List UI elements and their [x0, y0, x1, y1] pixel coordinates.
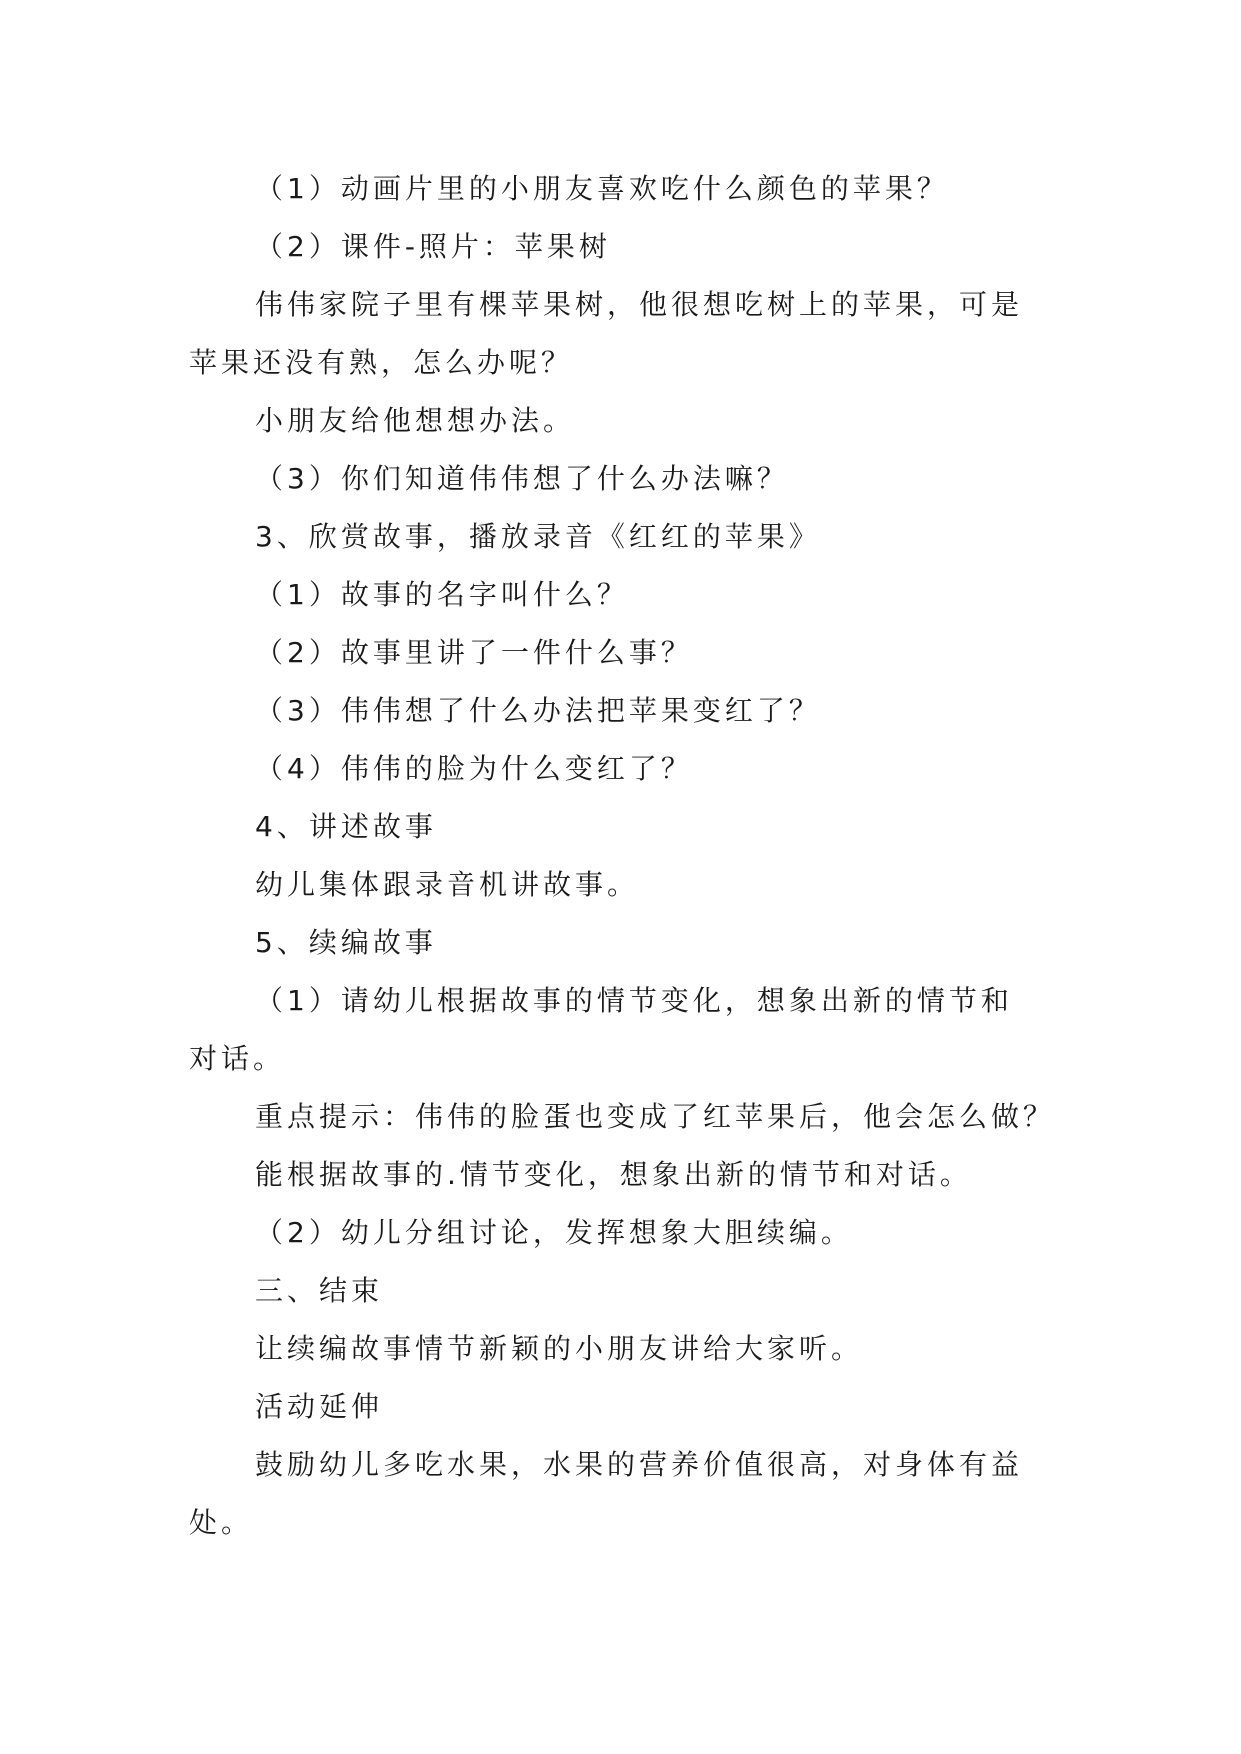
- paragraph-line: 鼓励幼儿多吃水果，水果的营养价值很高，对身体有益: [255, 1448, 1024, 1481]
- question-line: （1）故事的名字叫什么？: [255, 578, 629, 611]
- section-heading-end: 三、结束: [255, 1274, 384, 1307]
- paragraph-continuation-line: 处。: [189, 1506, 254, 1539]
- question-line-1: （1）动画片里的小朋友喜欢吃什么颜色的苹果？: [255, 172, 949, 205]
- paragraph-line: （2）幼儿分组讨论，发挥想象大胆续编。: [255, 1216, 853, 1249]
- question-line-2: （2）课件-照片：苹果树: [255, 230, 611, 263]
- section-heading-extension: 活动延伸: [255, 1390, 384, 1423]
- section-heading-4: 4、讲述故事: [255, 810, 437, 843]
- question-line-3: （3）你们知道伟伟想了什么办法嘛？: [255, 462, 789, 495]
- paragraph-line: 让续编故事情节新颖的小朋友讲给大家听。: [255, 1332, 864, 1365]
- paragraph-line: 能根据故事的.情节变化，想象出新的情节和对话。: [255, 1158, 972, 1191]
- section-heading-5: 5、续编故事: [255, 926, 437, 959]
- paragraph-line: （1）请幼儿根据故事的情节变化，想象出新的情节和: [255, 984, 1013, 1017]
- question-line: （4）伟伟的脸为什么变红了？: [255, 752, 693, 785]
- question-line: （2）故事里讲了一件什么事？: [255, 636, 693, 669]
- text-column: [189, 160, 1054, 1552]
- paragraph-continuation-line: 苹果还没有熟，怎么办呢？: [189, 346, 574, 379]
- key-point-line: 重点提示：伟伟的脸蛋也变成了红苹果后，他会怎么做？: [255, 1100, 1056, 1133]
- paragraph-continuation-line: 对话。: [189, 1042, 286, 1075]
- paragraph-line: 幼儿集体跟录音机讲故事。: [255, 868, 640, 901]
- paragraph-line: 小朋友给他想想办法。: [255, 404, 576, 437]
- question-line: （3）伟伟想了什么办法把苹果变红了？: [255, 694, 821, 727]
- paragraph-line: 伟伟家院子里有棵苹果树，他很想吃树上的苹果，可是: [255, 288, 1024, 321]
- section-heading-3: 3、欣赏故事，播放录音《红红的苹果》: [255, 520, 821, 553]
